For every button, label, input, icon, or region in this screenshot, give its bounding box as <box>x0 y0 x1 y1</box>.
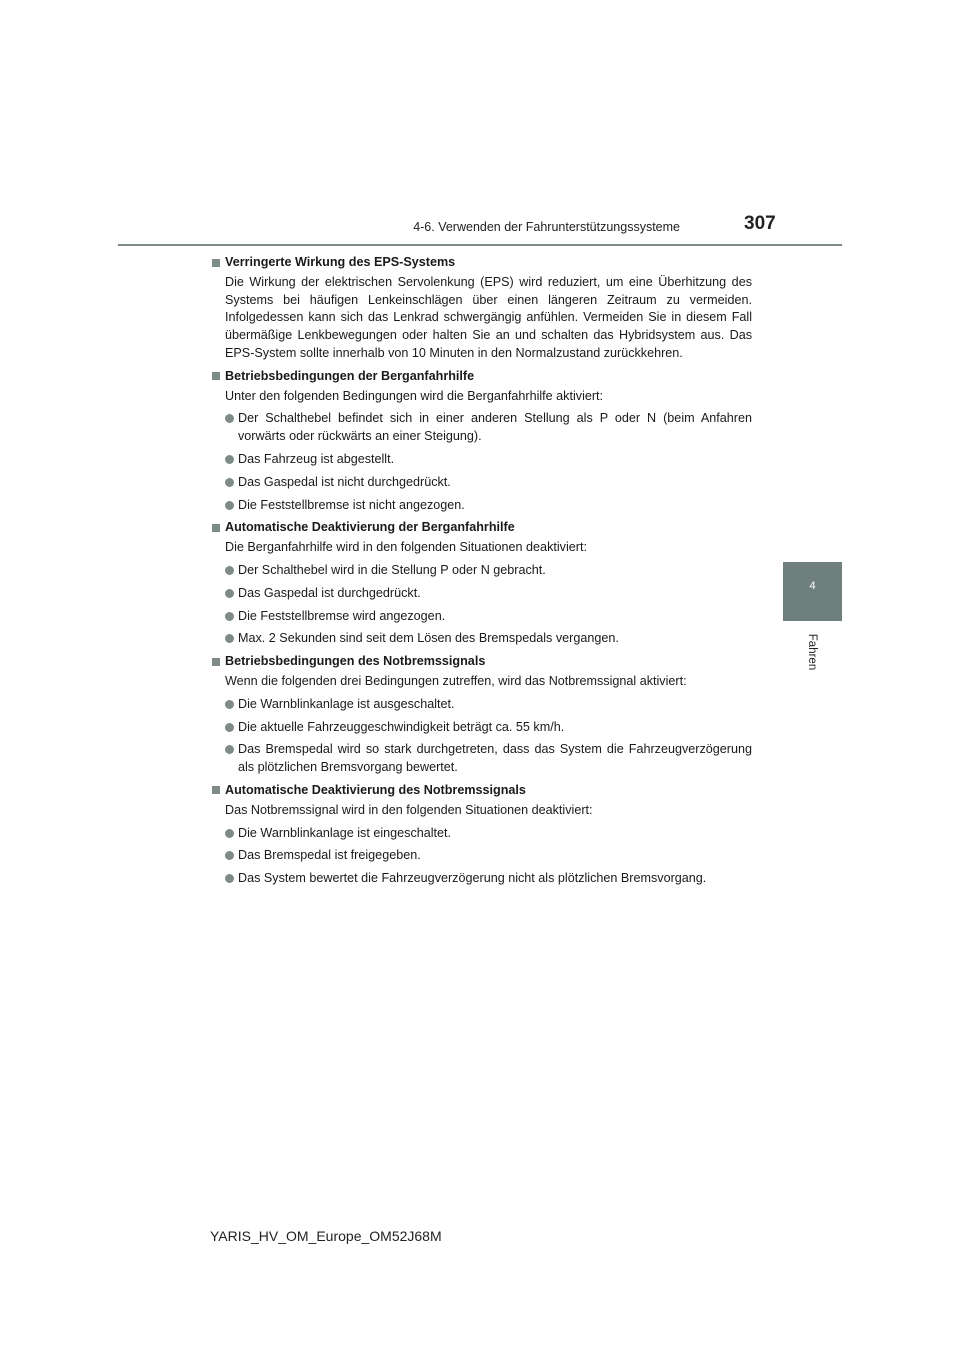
section-text: Das Notbremssignal wird in den folgenden Situationen deaktiviert: <box>225 802 593 817</box>
chapter-side-label <box>797 630 827 674</box>
bullet-item: Die aktuelle Fahrzeuggeschwindigkeit beträgt ca. 55 km/h. <box>212 719 752 737</box>
chapter-label: Fahren <box>806 633 818 671</box>
section-text: Die Berganfahrhilfe wird in den folgenden Situationen deaktiviert: <box>225 540 587 555</box>
chapter-number: 4 <box>809 580 816 592</box>
chapter-tab <box>783 562 842 621</box>
bullet-item: Das Gaspedal ist nicht durchgedrückt. <box>212 474 752 492</box>
bullet-item: Der Schalthebel wird in die Stellung P oder N gebracht. <box>212 562 752 580</box>
section <box>212 782 752 888</box>
footer-document-code: YARIS_HV_OM_Europe_OM52J68M <box>210 1228 442 1244</box>
bullet-item: Die Warnblinkanlage ist eingeschaltet. <box>212 825 752 843</box>
section-text: Unter den folgenden Bedingungen wird die Berganfahrhilfe aktiviert: <box>225 388 604 403</box>
section-text: Wenn die folgenden drei Bedingungen zutreffen, wird das Notbremssignal aktiviert: <box>225 673 687 688</box>
section <box>212 653 752 777</box>
bullet-list <box>212 696 752 777</box>
header-section-title: 4-6. Verwenden der Fahrunterstützungssysteme <box>413 220 680 234</box>
section <box>212 254 752 363</box>
bullet-item: Die Feststellbremse ist nicht angezogen. <box>212 497 752 515</box>
bullet-item: Das Gaspedal ist durchgedrückt. <box>212 585 752 603</box>
section <box>212 368 752 515</box>
section-heading: Betriebsbedingungen des Notbremssignals <box>212 653 752 671</box>
bullet-list <box>212 410 752 514</box>
section <box>212 519 752 648</box>
page-content <box>212 254 752 893</box>
section-heading: Automatische Deaktivierung der Berganfahrhilfe <box>212 519 752 537</box>
bullet-item: Der Schalthebel befindet sich in einer anderen Stellung als P oder N (beim Anfahren vorwärts oder rückwärts an einer Steigung). <box>212 410 752 446</box>
page-number: 307 <box>744 213 776 234</box>
bullet-list <box>212 562 752 648</box>
section-heading: Automatische Deaktivierung des Notbremssignals <box>212 782 752 800</box>
bullet-item: Das Bremspedal wird so stark durchgetreten, dass das System die Fahrzeugverzögerung als plötzlichen Bremsvorgang bewertet. <box>212 741 752 777</box>
header-divider <box>118 244 842 246</box>
section-heading: Verringerte Wirkung des EPS-Systems <box>212 254 752 272</box>
bullet-item: Das Fahrzeug ist abgestellt. <box>212 451 752 469</box>
bullet-item: Das System bewertet die Fahrzeugverzögerung nicht als plötzlichen Bremsvorgang. <box>212 870 752 888</box>
bullet-list <box>212 825 752 888</box>
bullet-item: Die Warnblinkanlage ist ausgeschaltet. <box>212 696 752 714</box>
section-heading: Betriebsbedingungen der Berganfahrhilfe <box>212 368 752 386</box>
bullet-item: Max. 2 Sekunden sind seit dem Lösen des Bremspedals vergangen. <box>212 630 752 648</box>
section-text: Die Wirkung der elektrischen Servolenkung (EPS) wird reduziert, um eine Überhitzung des Systems bei häufigen Lenkeinschlägen über einen längeren Zeitraum zu vermeiden. Infolgedessen kann sich das Lenkrad schwergängig anfühlen. Vermeiden Sie in diesem Fall übermäßige Lenkbewegungen oder halten Sie an und schalten das Hybridsystem aus. Das EPS-System sollte innerhalb von 10 Minuten in den Normalzustand zurückkehren. <box>225 274 752 360</box>
bullet-item: Die Feststellbremse wird angezogen. <box>212 608 752 626</box>
bullet-item: Das Bremspedal ist freigegeben. <box>212 847 752 865</box>
